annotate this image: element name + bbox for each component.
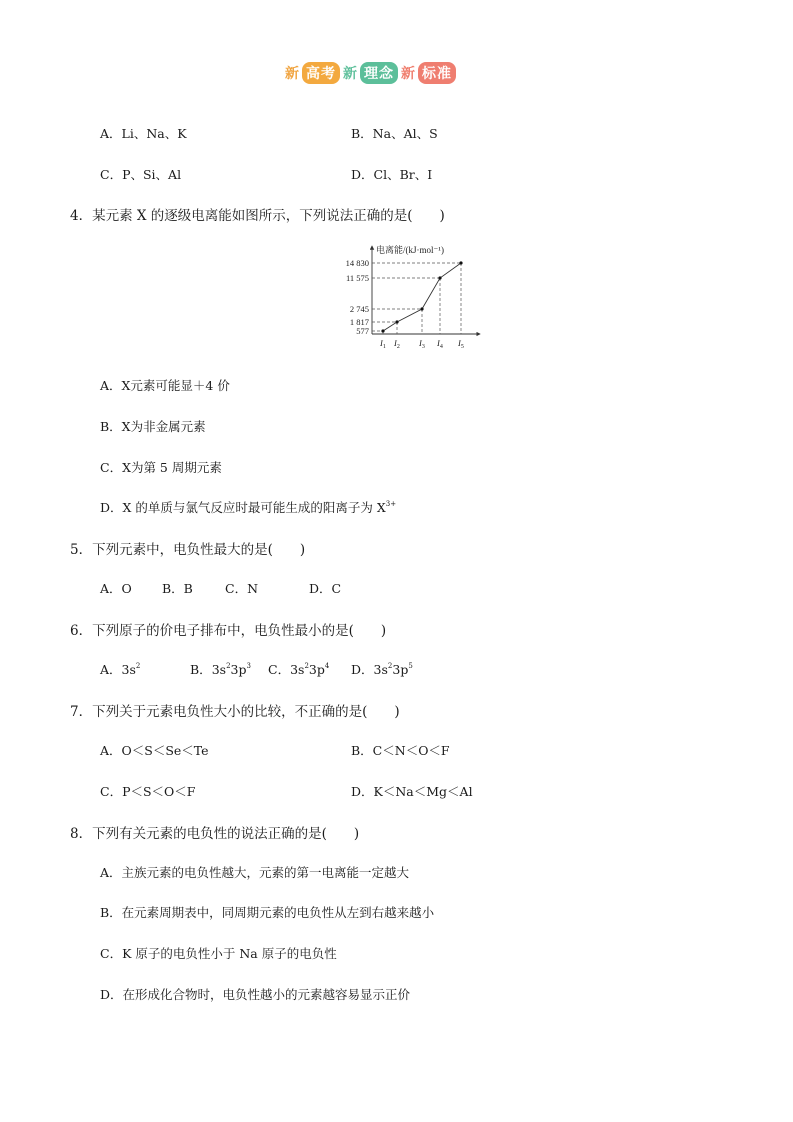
q5-option-c: C．N: [225, 581, 259, 596]
y-tick-label-5: 14 830: [345, 258, 369, 268]
q4-option-a: A．X元素可能显＋4 价: [100, 378, 230, 393]
x-tick-label-1: $I_1$: [380, 338, 386, 350]
q5-stem: 5．下列元素中，电负性最大的是( ): [70, 542, 306, 558]
q8-option-c: C．K 原子的电负性小于 Na 原子的电负性: [100, 946, 337, 961]
q6-option-a: A．$3s^2$: [100, 662, 141, 677]
x-tick-label-2: $I_2$: [394, 338, 400, 350]
q6-option-d: D．$3s^23p^5$: [351, 662, 413, 677]
q4-option-d-text: D．X 的单质与氯气反应时最可能生成的阳离子为 X: [100, 500, 386, 515]
logo-char-3: 新: [401, 66, 415, 82]
data-point-5: [459, 261, 462, 264]
logo-pill-3: 标准: [418, 62, 456, 84]
x-tick-label-4: $I_4$: [437, 338, 443, 350]
x-tick-label-5: $I_5$: [458, 338, 464, 350]
q4-option-d: [100, 498, 396, 516]
q4-option-b: B．X为非金属元素: [100, 419, 206, 434]
q5-option-b: B．B: [162, 581, 193, 596]
chart-y-axis-label: 电离能/(kJ·mol⁻¹): [376, 245, 444, 255]
x-tick-label-3: $I_3$: [419, 338, 425, 350]
q8-stem: 8．下列有关元素的电负性的说法正确的是( ): [70, 826, 360, 842]
q7-option-b: B．C＜N＜O＜F: [351, 743, 450, 758]
ionization-energy-chart: [325, 240, 495, 355]
q7-option-c: C．P＜S＜O＜F: [100, 784, 196, 799]
q3-option-d: D．Cl、Br、I: [351, 167, 433, 182]
q4-stem: 4．某元素 X 的逐级电离能如图所示，下列说法正确的是( ): [70, 208, 445, 224]
y-tick-label-3: 2 745: [349, 304, 369, 314]
q8-option-d: D．在形成化合物时，电负性越小的元素越容易显示正价: [100, 987, 411, 1002]
q8-option-a: A．主族元素的电负性越大，元素的第一电离能一定越大: [100, 865, 410, 880]
q5-option-d: D．C: [309, 581, 342, 596]
q5-option-a: A．O: [100, 581, 132, 596]
q6-option-c: C．$3s^23p^4$: [268, 662, 330, 677]
y-tick-label-1: 577: [356, 326, 369, 336]
q6-stem: 6．下列原子的价电子排布中，电负性最小的是( ): [70, 623, 387, 639]
header-logo: [284, 62, 456, 84]
data-point-3: [420, 307, 423, 310]
logo-char-2: 新: [343, 66, 357, 82]
q7-option-d: D．K＜Na＜Mg＜Al: [351, 784, 473, 799]
q4-option-c: C．X为第 5 周期元素: [100, 460, 222, 475]
q8-option-b: B．在元素周期表中，同周期元素的电负性从左到右越来越小: [100, 905, 435, 920]
q3-option-a: A．Li、Na、K: [100, 126, 187, 141]
data-point-1: [381, 329, 384, 332]
q7-stem: 7．下列关于元素电负性大小的比较，不正确的是( ): [70, 704, 400, 720]
data-point-4: [438, 276, 441, 279]
q4-option-d-charge: 3+: [385, 500, 397, 508]
q3-option-c: C．P、Si、Al: [100, 167, 182, 182]
q7-option-a: A．O＜S＜Se＜Te: [100, 743, 209, 758]
logo-pill-2: 理念: [360, 62, 398, 84]
data-point-2: [395, 320, 398, 323]
q6-option-b: B．$3s^23p^3$: [190, 662, 251, 677]
y-tick-label-2: 1 817: [349, 317, 369, 327]
logo-pill-1: 高考: [302, 62, 340, 84]
q3-option-b: B．Na、Al、S: [351, 126, 438, 141]
logo-char-1: 新: [285, 66, 299, 82]
y-tick-label-4: 11 575: [345, 273, 369, 283]
